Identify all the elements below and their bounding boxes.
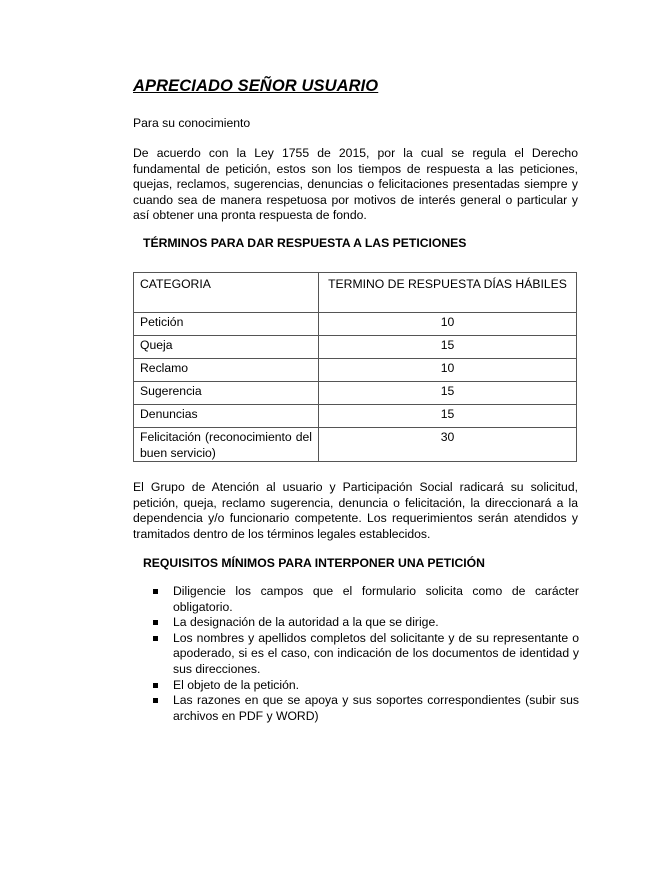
table-row — [134, 359, 577, 382]
table-cell-category: Reclamo — [134, 359, 319, 382]
list-item-text: Las razones en que se apoya y sus soportes correspondientes (subir sus archivos en PDF y WORD) — [173, 693, 579, 723]
square-bullet-icon — [153, 620, 158, 625]
list-item — [151, 631, 579, 678]
response-terms-table — [133, 272, 577, 462]
square-bullet-icon — [153, 683, 158, 688]
table-row — [134, 336, 577, 359]
group-paragraph: El Grupo de Atención al usuario y Participación Social radicará su solicitud, petición, queja, reclamo sugerencia, denuncia o felicitación, la direccionará a la dependencia y/o funcionario competente. Los requerimientos serán atendidos y tramitados dentro de los términos legales establecidos. — [133, 480, 578, 541]
list-item-text: El objeto de la petición. — [173, 677, 300, 692]
list-item — [151, 693, 579, 724]
list-item-text: Diligencie los campos que el formulario solicita como de carácter obligatorio. — [173, 584, 579, 614]
list-item-text: Los nombres y apellidos completos del solicitante y de su representante o apoderado, si es el caso, con indicación de los documentos de identidad y sus direcciones. — [173, 630, 579, 676]
list-item — [151, 678, 579, 694]
table-cell-days: 15 — [319, 405, 577, 428]
list-item — [151, 584, 579, 615]
table-row — [134, 382, 577, 405]
square-bullet-icon — [153, 589, 158, 594]
table-cell-category: Queja — [134, 336, 319, 359]
law-paragraph: De acuerdo con la Ley 1755 de 2015, por la cual se regula el Derecho fundamental de petición, estos son los tiempos de respuesta a las peticiones, quejas, reclamos, sugerencias, denuncias o felicitaciones presentadas siempre y cuando sea de manera respetuosa por motivos de interés general o particular y así obtener una pronta respuesta de fondo. — [133, 146, 578, 223]
table-cell-category: Denuncias — [134, 405, 319, 428]
table-header-row — [134, 273, 577, 313]
square-bullet-icon — [153, 636, 158, 641]
requirements-heading: REQUISITOS MÍNIMOS PARA INTERPONER UNA PETICIÓN — [143, 556, 485, 570]
page-title: APRECIADO SEÑOR USUARIO — [133, 77, 379, 95]
table-row — [134, 405, 577, 428]
table-cell-category: Felicitación (reconocimiento del buen servicio) — [134, 428, 319, 462]
table-cell-days: 10 — [319, 313, 577, 336]
table-cell-days: 30 — [319, 428, 577, 462]
table-header-category: CATEGORIA — [134, 273, 319, 313]
table-row — [134, 313, 577, 336]
table-cell-days: 15 — [319, 336, 577, 359]
requirements-list — [151, 584, 579, 724]
terms-heading: TÉRMINOS PARA DAR RESPUESTA A LAS PETICIONES — [143, 236, 467, 250]
square-bullet-icon — [153, 698, 158, 703]
list-item — [151, 615, 579, 631]
table-row — [134, 428, 577, 462]
list-item-text: La designación de la autoridad a la que se dirige. — [173, 615, 439, 630]
table-cell-category: Petición — [134, 313, 319, 336]
table-cell-days: 10 — [319, 359, 577, 382]
intro-text: Para su conocimiento — [133, 116, 251, 130]
table-header-term: TERMINO DE RESPUESTA DÍAS HÁBILES — [319, 273, 577, 313]
table-cell-days: 15 — [319, 382, 577, 405]
table-cell-category: Sugerencia — [134, 382, 319, 405]
